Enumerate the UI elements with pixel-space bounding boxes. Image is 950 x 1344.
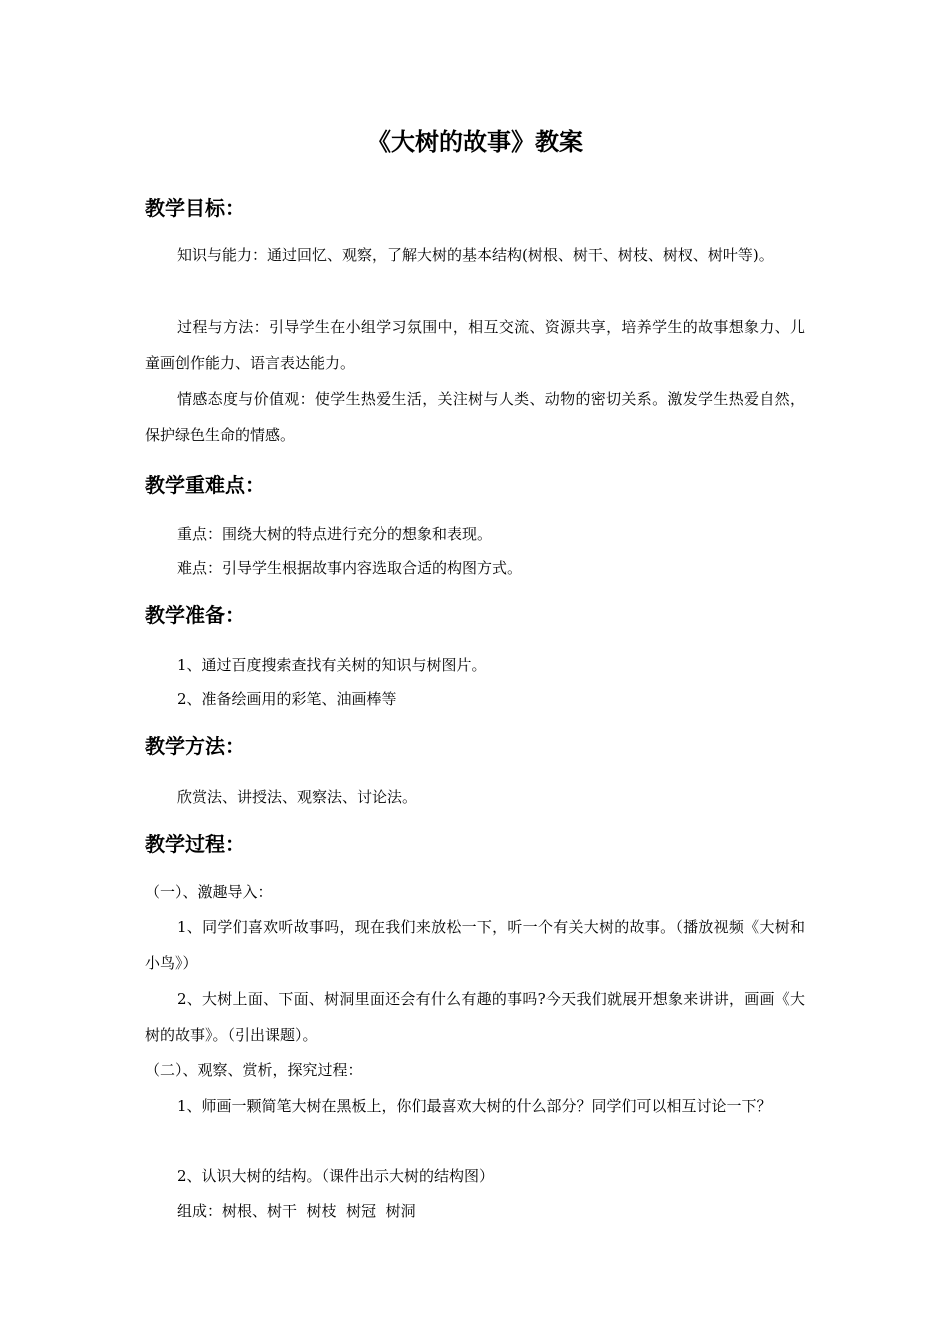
heading-objectives: 教学目标： bbox=[145, 196, 245, 220]
heading-preparation: 教学准备： bbox=[145, 603, 245, 627]
objective-knowledge: 知识与能力：通过回忆、观察，了解大树的基本结构(树根、树干、树枝、树杈、树叶等)。 bbox=[177, 246, 774, 264]
process-part1-title: （一）、激趣导入： bbox=[145, 883, 273, 901]
difficult-point: 难点：引导学生根据故事内容选取合适的构图方式。 bbox=[177, 559, 523, 577]
heading-methods: 教学方法： bbox=[145, 734, 245, 758]
methods-text: 欣赏法、讲授法、观察法、讨论法。 bbox=[177, 788, 418, 806]
heading-process: 教学过程： bbox=[145, 832, 245, 856]
key-point: 重点：围绕大树的特点进行充分的想象和表现。 bbox=[177, 525, 493, 543]
preparation-item-2: 2、准备绘画用的彩笔、油画棒等 bbox=[177, 690, 397, 708]
document-title: 《大树的故事》教案 bbox=[367, 128, 583, 156]
process-part2-title: （二）、观察、赏析，探究过程： bbox=[145, 1061, 363, 1079]
objective-emotion: 情感态度与价值观：使学生热爱生活，关注树与人类、动物的密切关系。激发学生热爱自然，保护绿色生命的情感。 bbox=[145, 390, 805, 444]
preparation-item-1: 1、通过百度搜索查找有关树的知识与树图片。 bbox=[177, 656, 487, 674]
process-part1-item-2: 2、大树上面、下面、树洞里面还会有什么有趣的事吗?今天我们就展开想象来讲讲，画画《大树的故事》。（引出课题）。 bbox=[145, 990, 805, 1044]
objective-process: 过程与方法：引导学生在小组学习氛围中，相互交流、资源共享，培养学生的故事想象力、儿童画创作能力、语言表达能力。 bbox=[145, 318, 805, 372]
process-part2-item-3: 组成：树根、树干 树枝 树冠 树洞 bbox=[177, 1202, 416, 1220]
heading-key-points: 教学重难点： bbox=[145, 473, 265, 497]
process-part1-item-1: 1、同学们喜欢听故事吗，现在我们来放松一下，听一个有关大树的故事。（播放视频《大树和小鸟》） bbox=[145, 918, 805, 972]
process-part2-item-2: 2、认识大树的结构。（课件出示大树的结构图） bbox=[177, 1167, 495, 1185]
process-part2-item-1: 1、师画一颗简笔大树在黑板上，你们最喜欢大树的什么部分？同学们可以相互讨论一下？ bbox=[177, 1097, 772, 1115]
